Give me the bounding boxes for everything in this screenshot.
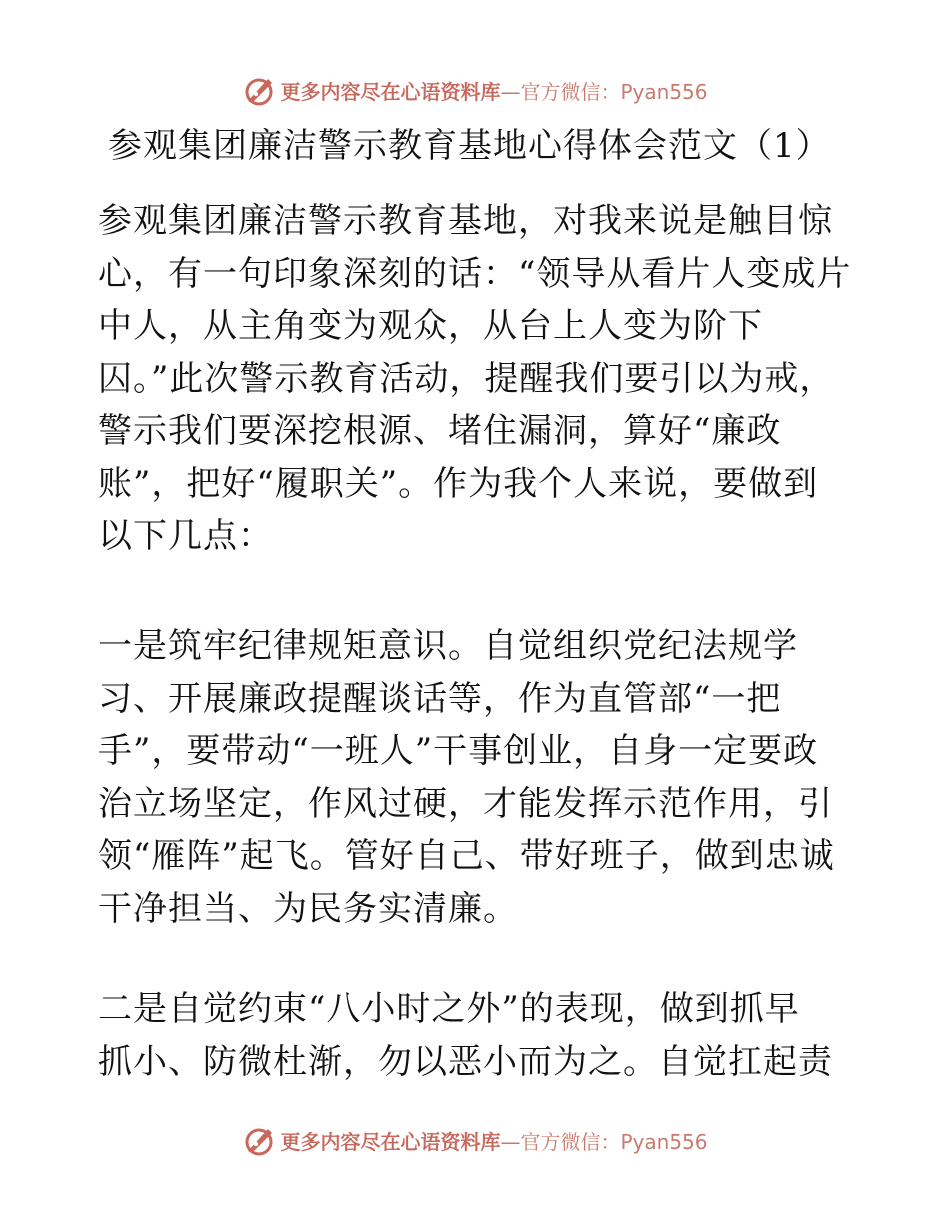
document-title: 参观集团廉洁警示教育基地心得体会范文（1） — [108, 126, 831, 166]
body-paragraph: 参观集团廉洁警示教育基地，对我来说是触目惊 心，有一句印象深刻的话：“领导从看片人变成片 中人，从主角变为观众，从台上人变为阶下 囚。”此次警示教育活动，提醒我们要引以为戒， 警示我们要深挖根源、堵住漏洞，算好“廉政 账”，把好“履职关”。作为我个人来说，要做到 以下几点： — [98, 201, 852, 556]
body-paragraph: 二是自觉约束“八小时之外”的表现，做到抓早 抓小、防微杜渐，勿以恶小而为之。自觉扛起责 — [98, 989, 833, 1082]
watermark-text — [280, 76, 707, 105]
pen-logo-icon — [242, 1123, 276, 1157]
watermark-separator: — — [500, 1129, 521, 1154]
watermark-label: 官方微信： — [520, 79, 621, 104]
watermark-label: 官方微信： — [520, 1129, 621, 1154]
watermark-text — [280, 1126, 707, 1155]
pen-logo-icon — [242, 73, 276, 107]
watermark-wechat-id: Pyan556 — [620, 1129, 708, 1154]
watermark-brand: 更多内容尽在心语资料库 — [280, 79, 501, 104]
footer-watermark — [0, 1120, 950, 1160]
watermark-wechat-id: Pyan556 — [620, 79, 708, 104]
body-paragraph: 一是筑牢纪律规矩意识。自觉组织党纪法规学 习、开展廉政提醒谈话等，作为直管部“一把 手”，要带动“一班人”干事创业，自身一定要政 治立场坚定，作风过硬，才能发挥示范作用，引 领“雁阵”起飞。管好自己、带好班子，做到忠诚 干净担当、为民务实清廉。 — [98, 626, 835, 929]
header-watermark — [0, 70, 950, 110]
watermark-separator: — — [500, 79, 521, 104]
watermark-brand: 更多内容尽在心语资料库 — [280, 1129, 501, 1154]
